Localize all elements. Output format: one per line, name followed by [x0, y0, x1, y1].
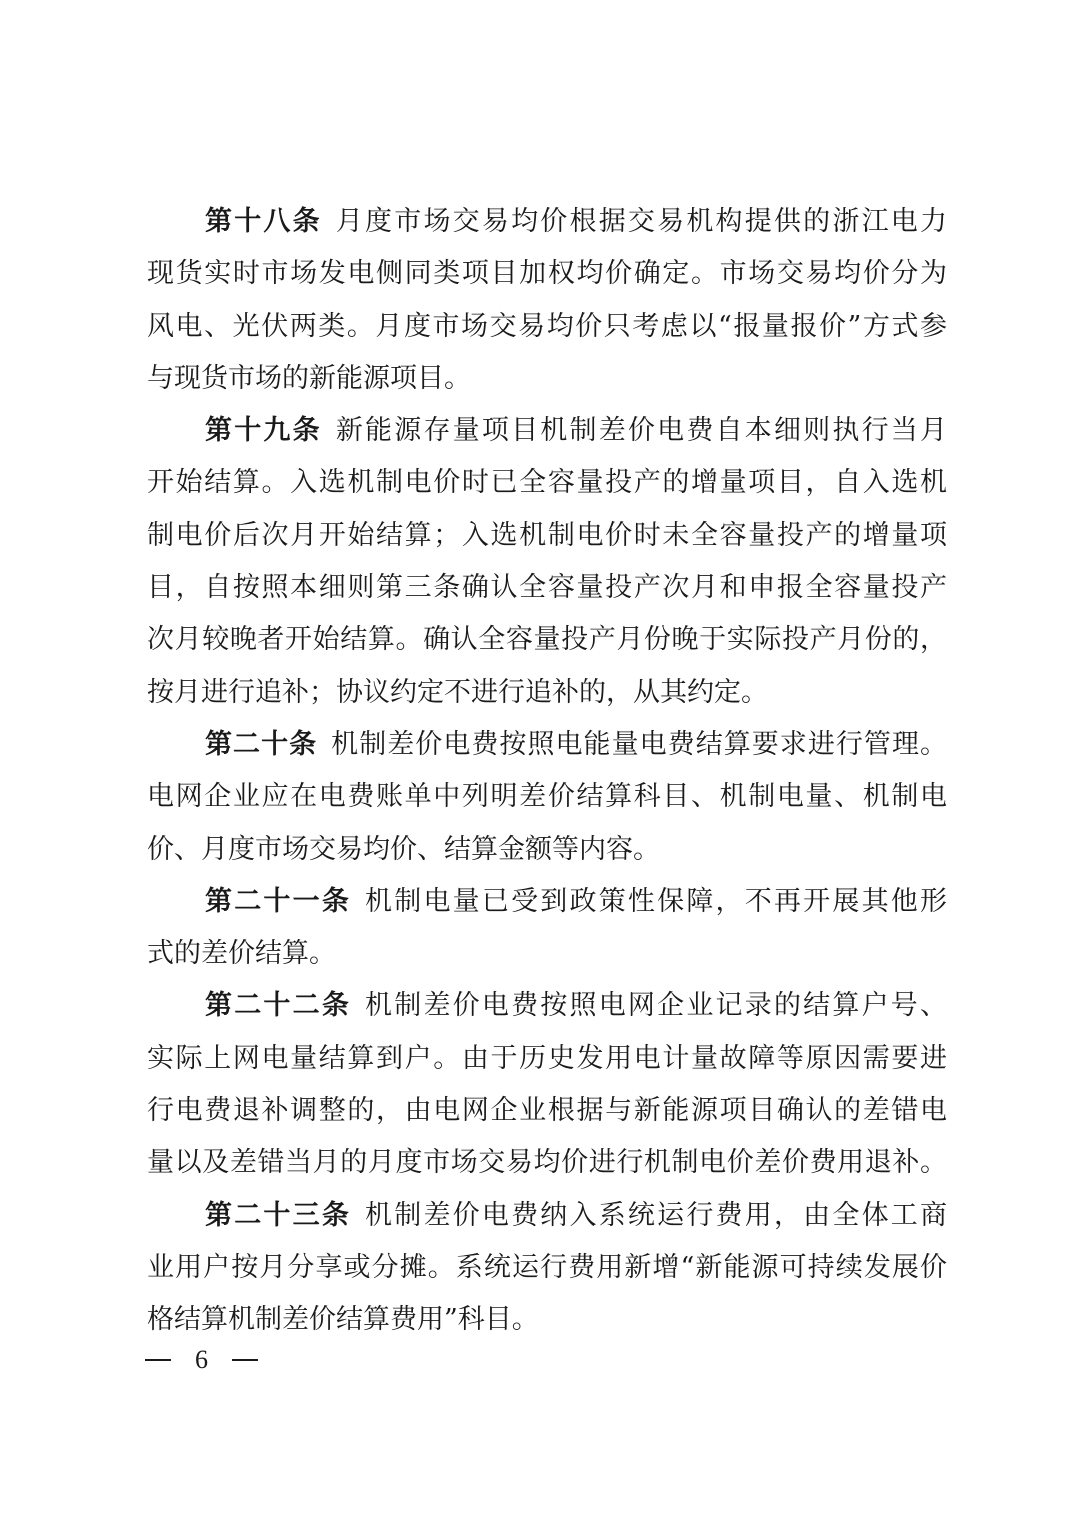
article-line: 业用户按月分享或分摊。系统运行费用新增“新能源可持续发展价 [147, 1251, 947, 1283]
article-heading: 第二十一条 [205, 885, 352, 917]
article-line: 行电费退补调整的，由电网企业根据与新能源项目确认的差错电 [147, 1095, 947, 1127]
article-line: 第十八条 月度市场交易均价根据交易机构提供的浙江电力 [205, 206, 948, 237]
article-heading: 第十九条 [205, 415, 322, 447]
article-heading: 第二十三条 [205, 1199, 352, 1231]
article-heading: 第二十条 [205, 728, 318, 760]
article-line: 第二十一条 机制电量已受到政策性保障，不再开展其他形 [205, 885, 948, 917]
article-21 [147, 876, 947, 981]
article-line: 与现货市场的新能源项目。 [147, 362, 471, 394]
article-line: 制电价后次月开始结算；入选机制电价时未全容量投产的增量项 [147, 519, 947, 551]
article-line: 式的差价结算。 [147, 938, 336, 970]
article-heading: 第十八条 [205, 206, 322, 237]
article-line: 第二十条 机制差价电费按照电能量电费结算要求进行管理。 [205, 728, 948, 760]
dash-right [232, 1359, 258, 1361]
article-line: 格结算机制差价结算费用”科目。 [147, 1304, 539, 1336]
page-number-value: 6 [195, 1345, 208, 1374]
article-19 [147, 405, 947, 719]
dash-left [145, 1359, 171, 1361]
article-23 [147, 1190, 947, 1347]
article-line: 价、月度市场交易均价、结算金额等内容。 [147, 833, 660, 865]
article-line: 第二十三条 机制差价电费纳入系统运行费用，由全体工商 [205, 1199, 948, 1231]
article-line: 风电、光伏两类。月度市场交易均价只考虑以“报量报价”方式参 [147, 310, 947, 342]
article-line: 开始结算。入选机制电价时已全容量投产的增量项目，自入选机 [147, 467, 947, 499]
article-line: 量以及差错当月的月度市场交易均价进行机制电价差价费用退补。 [147, 1147, 947, 1179]
article-line: 实际上网电量结算到户。由于历史发用电计量故障等原因需要进 [147, 1042, 947, 1074]
article-line: 第二十二条 机制差价电费按照电网企业记录的结算户号、 [205, 990, 948, 1022]
article-line: 现货实时市场发电侧同类项目加权均价确定。市场交易均价分为 [147, 258, 947, 290]
article-20 [147, 719, 947, 876]
article-line: 次月较晚者开始结算。确认全容量投产月份晚于实际投产月份的， [147, 624, 947, 656]
article-heading: 第二十二条 [205, 990, 352, 1022]
document-body [147, 196, 947, 1347]
article-line: 第十九条 新能源存量项目机制差价电费自本细则执行当月 [205, 415, 948, 447]
article-18 [147, 196, 947, 405]
article-line: 电网企业应在电费账单中列明差价结算科目、机制电量、机制电 [147, 781, 947, 813]
article-line: 目，自按照本细则第三条确认全容量投产次月和申报全容量投产 [147, 572, 947, 604]
article-22 [147, 980, 947, 1189]
article-line: 按月进行追补；协议约定不进行追补的，从其约定。 [147, 676, 768, 708]
page-number [145, 1345, 258, 1375]
